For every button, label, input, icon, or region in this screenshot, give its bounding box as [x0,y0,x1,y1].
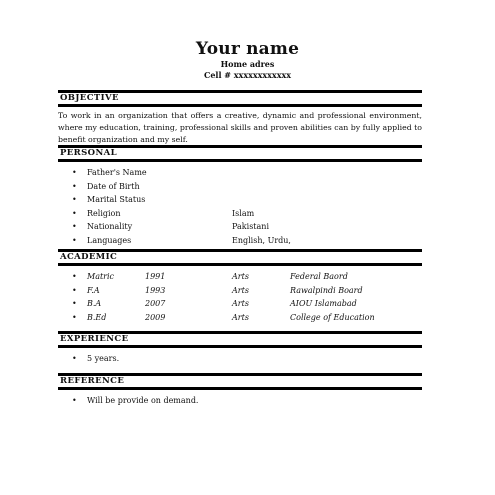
degree: Matric [87,272,115,281]
year: 2007 [145,299,166,308]
subject: Arts [232,312,249,322]
subject: Arts [232,285,249,295]
personal-label: Date of Birth [87,181,140,191]
bullet-icon: • [72,195,77,204]
reference-text: Will be provide on demand. [87,396,199,405]
objective-text: To work in an organization that offers a creative, dynamic and professional environment, where my education, training, professional skills and proven abilities can by fully applied to benefit organization and my self. [58,111,422,144]
academic-heading: ACADEMIC [58,249,422,266]
cell-number: Cell # xxxxxxxxxxxx [203,70,292,80]
year: 1991 [145,272,166,281]
degree: F.A [87,285,100,295]
table-row [58,270,422,284]
bullet-icon: • [72,222,77,231]
bullet-icon: • [72,235,77,245]
list-item [58,394,422,408]
list-item [58,352,422,366]
reference-heading: REFERENCE [58,373,422,390]
personal-value: Islam [232,208,255,218]
objective-heading: OBJECTIVE [58,90,422,107]
list-item [58,207,422,221]
personal-label: Religion [87,208,121,218]
personal-value: English, Urdu, [232,235,291,245]
year: 2009 [145,312,166,322]
experience-text: 5 years. [87,354,120,363]
institute: College of Education [290,312,375,322]
personal-label: Nationality [87,222,133,231]
list-item [58,234,422,248]
subject: Arts [232,299,249,308]
experience-heading: EXPERIENCE [58,331,422,348]
academic-list [58,266,422,324]
bullet-icon: • [72,208,77,218]
personal-value: Pakistani [232,222,269,231]
degree: B.Ed [87,312,107,322]
bullet-icon: • [72,396,77,405]
personal-list [58,162,422,247]
bullet-icon: • [72,181,77,191]
table-row [58,297,422,311]
bullet-icon: • [72,272,77,281]
institute: AIOU Islamabad [290,299,357,308]
year: 1993 [145,285,166,295]
bullet-icon: • [72,285,77,295]
home-address: Home adres [220,59,275,69]
personal-label: Languages [87,235,132,245]
bullet-icon: • [72,168,77,177]
bullet-icon: • [72,354,77,363]
list-item [58,193,422,207]
personal-section [58,145,422,247]
reference-section [58,373,422,408]
bullet-icon: • [72,299,77,308]
experience-list [58,348,422,366]
table-row [58,311,422,325]
institute: Federal Baord [290,272,348,281]
table-row [58,284,422,298]
list-item [58,180,422,194]
personal-label: Father's Name [87,168,147,177]
subject: Arts [232,272,249,281]
list-item [58,166,422,180]
candidate-name: Your name [195,39,300,59]
objective-section [58,90,422,146]
reference-list [58,390,422,408]
list-item [58,220,422,234]
degree: B.A [87,299,102,308]
resume-header [0,0,495,81]
academic-section [58,249,422,324]
bullet-icon: • [72,312,77,322]
institute: Rawalpindi Board [290,285,363,295]
experience-section [58,331,422,366]
personal-label: Marital Status [87,195,146,204]
personal-heading: PERSONAL [58,145,422,162]
